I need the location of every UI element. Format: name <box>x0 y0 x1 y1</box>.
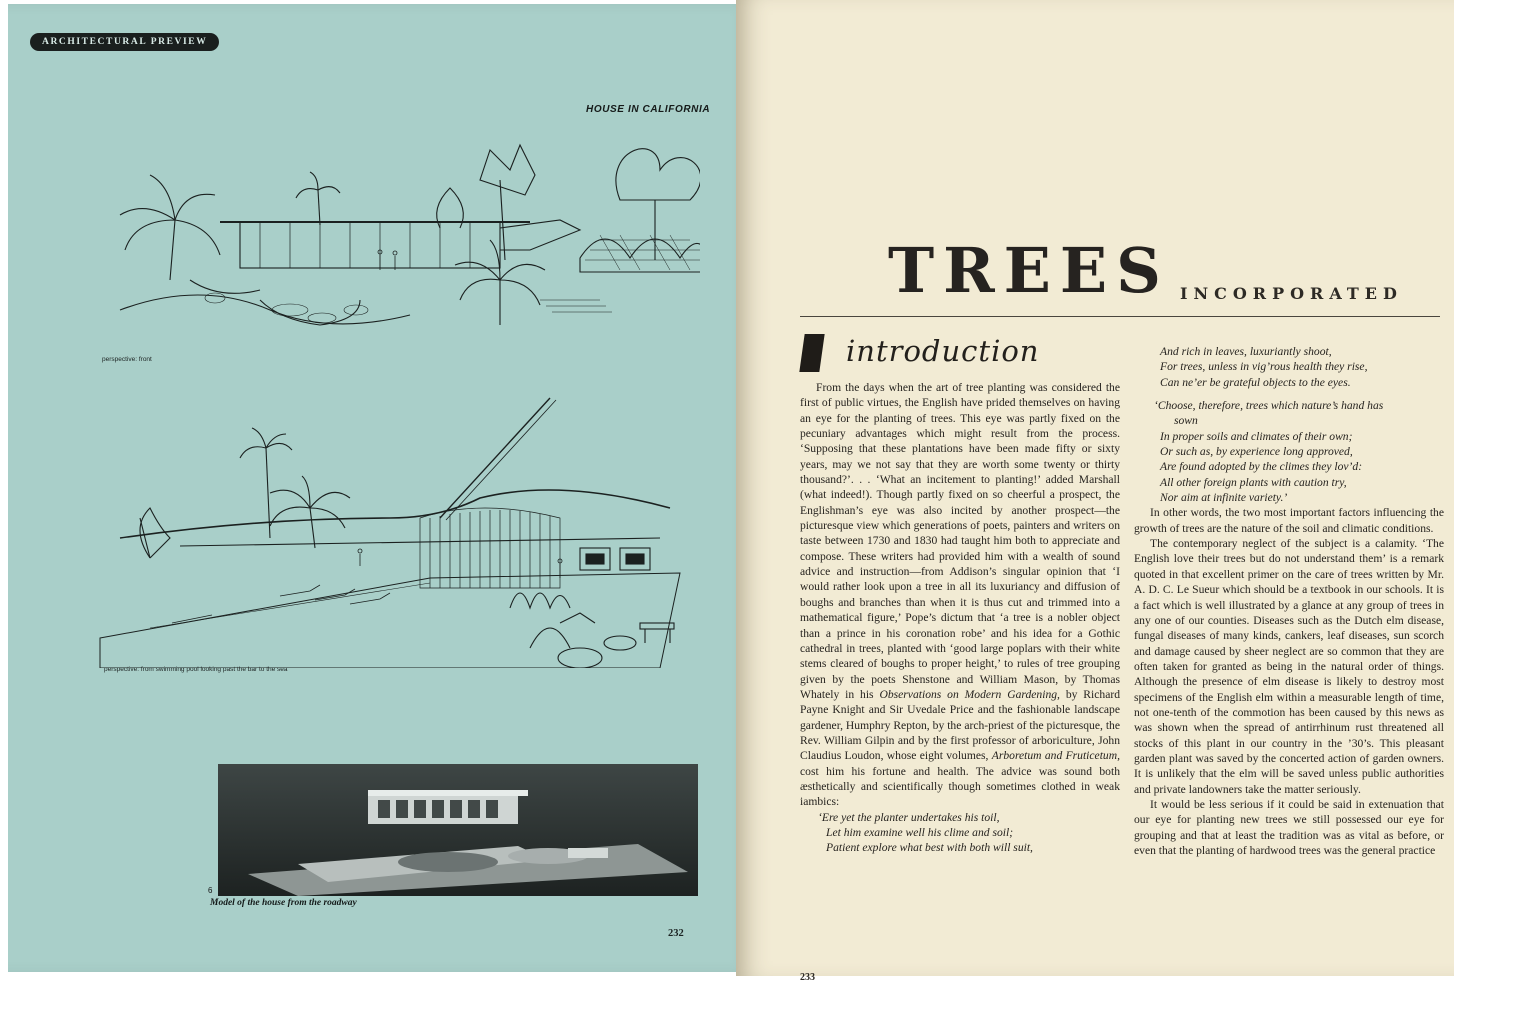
section-label: ARCHITECTURAL PREVIEW <box>30 33 219 51</box>
verse-line: Let him examine well his clime and soil; <box>826 825 1014 839</box>
verse-a <box>800 810 1120 856</box>
verse-line: Or such as, by experience long approved, <box>1160 445 1353 459</box>
book-title-observations: Observations on Modern Gardening, <box>879 687 1060 701</box>
section-title: introduction <box>846 334 1040 368</box>
book-title-arboretum: Arboretum and Fruticetum, <box>991 749 1120 763</box>
model-photograph <box>218 764 698 896</box>
verse-b <box>1134 344 1444 390</box>
caption-pool-perspective: perspective: from swimming pool looking past the bar to the sea <box>104 666 288 673</box>
intro-text-mid: by Richard Payne Knight and Sir Uvedale Price and the fashionable landscape gardener, Humphry Repton, by the arch-priest of the picturesque, the Rev. William Gilpin and by the first professor of arboriculture, John Claudius Loudon, whose eight volumes, <box>800 687 1120 763</box>
verse-gap <box>1134 390 1444 398</box>
paragraph-neglect: The contemporary neglect of the subject is a calamity. ‘The English love their trees but do not understand them’ is a remark quoted in that excellent primer on the care of trees written by Mr. A. D. C. Le Sueur which should be a textbook in our schools. It is a fact which is well illustrated by a glance at any group of trees in any one of our counties. Diseases such as the Dutch elm disease, fungal diseases of many kinds, cankers, leaf diseases, sun scorch and damage caused by sheer neglect are so common that they are often taken for granted as being in the natural order of things. Although the presence of elm disease is likely to destroy most specimens of the English elm within a measurable length of time, not one-tenth of the commotion has been caused by this news as was shown when the spread of antirrhinum rust threatened all stocks of this plant in our country in the ’30’s. This pleasant garden plant was saved by the concerted action of garden owners. It is unlikely that the elm will be saved unless public authorities and private landowners take the matter seriously. <box>1134 537 1444 796</box>
paragraph-intro <box>800 380 1120 810</box>
verse-line: Nor aim at infinite variety.’ <box>1160 491 1288 505</box>
figure-number: 6 <box>208 886 213 895</box>
verse-line: Are found adopted by the climes they lov’d: <box>1160 460 1363 474</box>
paragraph-serious: It would be less serious if it could be said in extenuation that our eye for planting new trees we still possessed our eye for grouping and that at least the tradition was as vital as before, or even that the planting of hardwood trees was the general practice <box>1134 797 1444 857</box>
text-column-2 <box>1134 344 1444 858</box>
intro-text: From the days when the art of tree planting was considered the first of public virtues, the English have prided themselves on having an eye for the planting of trees. This eye was partly fixed on the pecuniary advantages which might result from the process. ‘Supposing that these plantations have been made fifty or sixty years, may we not say that they are worth some twenty or thirty thousand?’. . . ‘What an incitement to planting!’ added Marshall (what indeed!). Though partly fixed on so cheerful a prospect, the Englishman’s eye was also incited by another prospect—the picturesque view which generations of poets, painters and writers on taste between 1730 and 1830 had taught him both to appreciate and compose. These writers had provided him with a wealth of sound advice and instruction—from Addison’s singular opinion that ‘I would rather look upon a tree in all its luxuriancy and diffusion of boughs and branches than when it is thus cut and trimmed into a mathematical figure,’ Pope’s dictum that ‘a tree is a nobler object than a prince in his coronation robe’ and his idea for a Gothic cathedral in trees, planted with ‘good large poplars with their white stems cleared of boughs to proper height,’ to rules of tree grouping given by the poets Shenstone and William Mason, by Thomas Whately in his <box>800 381 1120 701</box>
headline-rule <box>800 316 1440 317</box>
pool-perspective-drawing <box>60 368 710 668</box>
verse-line: ‘Choose, therefore, trees which nature’s hand has <box>1154 399 1384 413</box>
verse-line: ‘Ere yet the planter undertakes his toil, <box>818 810 1000 824</box>
headline: TREES <box>888 234 1170 307</box>
model-photo-image <box>218 764 698 896</box>
verse-line: sown <box>1174 414 1198 428</box>
intro-text-end: cost him his fortune and health. The advice was sound both æsthetically and scientifically though sometimes clothed in weak iambics: <box>800 764 1120 809</box>
verse-line: In proper soils and climates of their own; <box>1160 429 1353 443</box>
verse-line: All other foreign plants with caution try, <box>1160 475 1347 489</box>
verse-line: And rich in leaves, luxuriantly shoot, <box>1160 345 1332 358</box>
photo-caption: Model of the house from the roadway <box>210 898 357 908</box>
page-number-left: 232 <box>668 928 684 939</box>
verse-line: Can ne’er be grateful objects to the eyes. <box>1160 375 1351 389</box>
verse-c <box>1134 398 1444 505</box>
caption-front-perspective: perspective: front <box>102 356 152 363</box>
paragraph-factors: In other words, the two most important factors influencing the growth of trees are the nature of the soil and climatic conditions. <box>1134 506 1444 535</box>
verse-line: For trees, unless in vig’rous health they rise, <box>1160 360 1368 374</box>
article-title-left: HOUSE IN CALIFORNIA <box>586 104 711 115</box>
verse-line: Patient explore what best with both will suit, <box>826 841 1033 855</box>
text-column-1 <box>800 380 1120 856</box>
page-number-right: 233 <box>800 972 815 983</box>
subheadline: INCORPORATED <box>1180 284 1403 303</box>
front-perspective-drawing <box>60 110 700 350</box>
